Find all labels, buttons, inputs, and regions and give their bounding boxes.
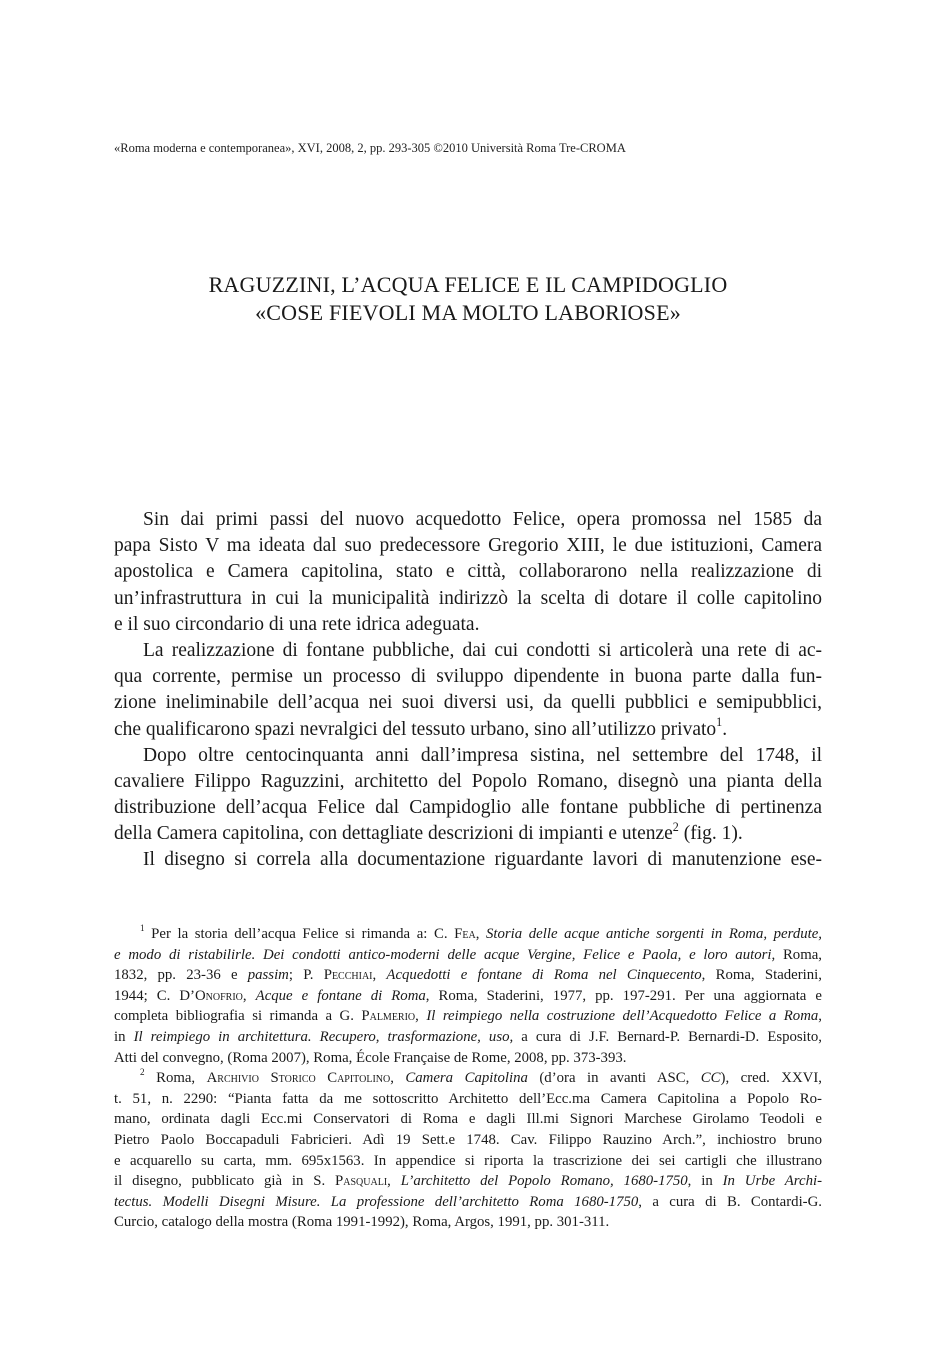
journal-citation-header: «Roma moderna e contemporanea», XVI, 2008, 2, pp. 293-305 ©2010 Università Roma Tre-CROMA	[114, 141, 626, 155]
title-line-2: «COSE FIEVOLI MA MOLTO LABORIOSE»	[255, 300, 681, 325]
footnote-line: Pietro Paolo Boccapaduli Fabricieri. Adì 19 Sett.e 1748. Cav. Filippo Rauzino Arch.”, inchiostro bruno	[114, 1131, 822, 1148]
body-line: Dopo oltre centocinquanta anni dall’impresa sistina, nel settembre del 1748, il	[143, 744, 822, 766]
footnote-line: 1944; C. D’Onofrio, Acque e fontane di Roma, Roma, Staderini, 1977, pp. 197-291. Per una aggiornata e	[114, 987, 822, 1004]
footnote-line: tectus. Modelli Disegni Misure. La professione dell’architetto Roma 1680-1750, a cura di B. Contardi-G.	[114, 1193, 822, 1210]
footnote-line: Atti del convegno, (Roma 2007), Roma, École Française de Rome, 2008, pp. 373-393.	[114, 1049, 627, 1066]
body-line: Sin dai primi passi del nuovo acquedotto Felice, opera promossa nel 1585 da	[143, 509, 822, 530]
body-line: distribuzione dell’acqua Felice dal Campidoglio alle fontane pubbliche di pertinenza	[114, 797, 822, 819]
body-line: della Camera capitolina, con dettagliate descrizioni di impianti e utenze$^2$ (fig. 1).	[114, 819, 743, 845]
body-line: e il suo circondario di una rete idrica adeguata.	[114, 613, 480, 635]
title-line-1: RAGUZZINI, L’ACQUA FELICE E IL CAMPIDOGLIO	[208, 272, 728, 297]
footnote-line: il disegno, pubblicato già in S. Pasquali, L’architetto del Popolo Romano, 1680-1750, in In Urbe Archi-	[114, 1173, 823, 1190]
footnote-line: e modo di ristabilirle. Dei condotti antico-moderni delle acque Vergine, Felice e Paola, e loro autori, Roma,	[114, 946, 822, 963]
footnote-line: t. 51, n. 2290: “Pianta fatta da me sottoscritto Architetto dell’Ecc.ma Camera Capitolina a Popolo Ro-	[114, 1090, 822, 1107]
footnote-number: 2	[140, 1067, 145, 1078]
footnote-number: 1	[140, 923, 145, 934]
body-line: un’infrastruttura in cui la municipalità indirizzò la scelta di dotare il colle capitolino	[114, 587, 822, 609]
article-title	[0, 271, 936, 327]
footnote-ref-1[interactable]: 1	[716, 714, 723, 729]
body-line: qua corrente, permise un processo di sviluppo dipendente in buona parte dalla fun-	[114, 666, 822, 688]
footnote-line: in Il reimpiego in architettura. Recupero, trasformazione, uso, a cura di J.F. Bernard-P. Bernardi-D. Esposito,	[114, 1028, 822, 1045]
body-line: zione ineliminabile dell’acqua nei suoi diversi usi, da quelli pubblici e semipubblici,	[114, 692, 822, 714]
footnote-1: $^1$ Per la storia dell’acqua Felice si rimanda a: C. Fea, Storia delle acque antiche sorgenti in Roma, perdute,	[140, 923, 822, 942]
footnote-line: completa bibliografia si rimanda a G. Palmerio, Il reimpiego nella costruzione dell’Acquedotto Felice a Roma,	[114, 1008, 822, 1025]
body-line: Il disegno si correla alla documentazione riguardante lavori di manutenzione ese-	[143, 849, 822, 871]
footnotes	[114, 924, 822, 1233]
body-line: papa Sisto V ma ideata dal suo predecessore Gregorio XIII, le due istituzioni, Camera	[114, 535, 822, 557]
article-body	[114, 507, 822, 874]
body-line: che qualificarono spazi nevralgici del tessuto urbano, sino all’utilizzo privato$^1$.	[114, 714, 728, 740]
footnote-ref-2[interactable]: 2	[672, 819, 679, 834]
body-line: apostolica e Camera capitolina, stato e città, collaborarono nella realizzazione di	[114, 561, 822, 583]
footnote-2: $^2$ Roma, Archivio Storico Capitolino, Camera Capitolina (d’ora in avanti ASC, CC), cred. XXVI,	[140, 1067, 822, 1087]
footnote-line: 1832, pp. 23-36 e passim; P. Pecchiai, Acquedotti e fontane di Roma nel Cinquecento, Roma, Staderini,	[114, 967, 822, 984]
footnote-line: e acquarello su carta, mm. 695x1563. In appendice si riporta la trascrizione dei sei cartigli che illustrano	[114, 1152, 822, 1169]
body-line: La realizzazione di fontane pubbliche, dai cui condotti si articolerà una rete di ac-	[143, 639, 822, 661]
footnote-line: mano, ordinata dagli Ecc.mi Conservatori di Roma e dagli Ill.mi Signori Marchese Girolamo Teodoli e	[114, 1111, 822, 1128]
footnote-line: Curcio, catalogo della mostra (Roma 1991-1992), Roma, Argos, 1991, pp. 301-311.	[114, 1214, 610, 1231]
body-line: cavaliere Filippo Raguzzini, architetto del Popolo Romano, disegnò una pianta della	[114, 770, 822, 792]
